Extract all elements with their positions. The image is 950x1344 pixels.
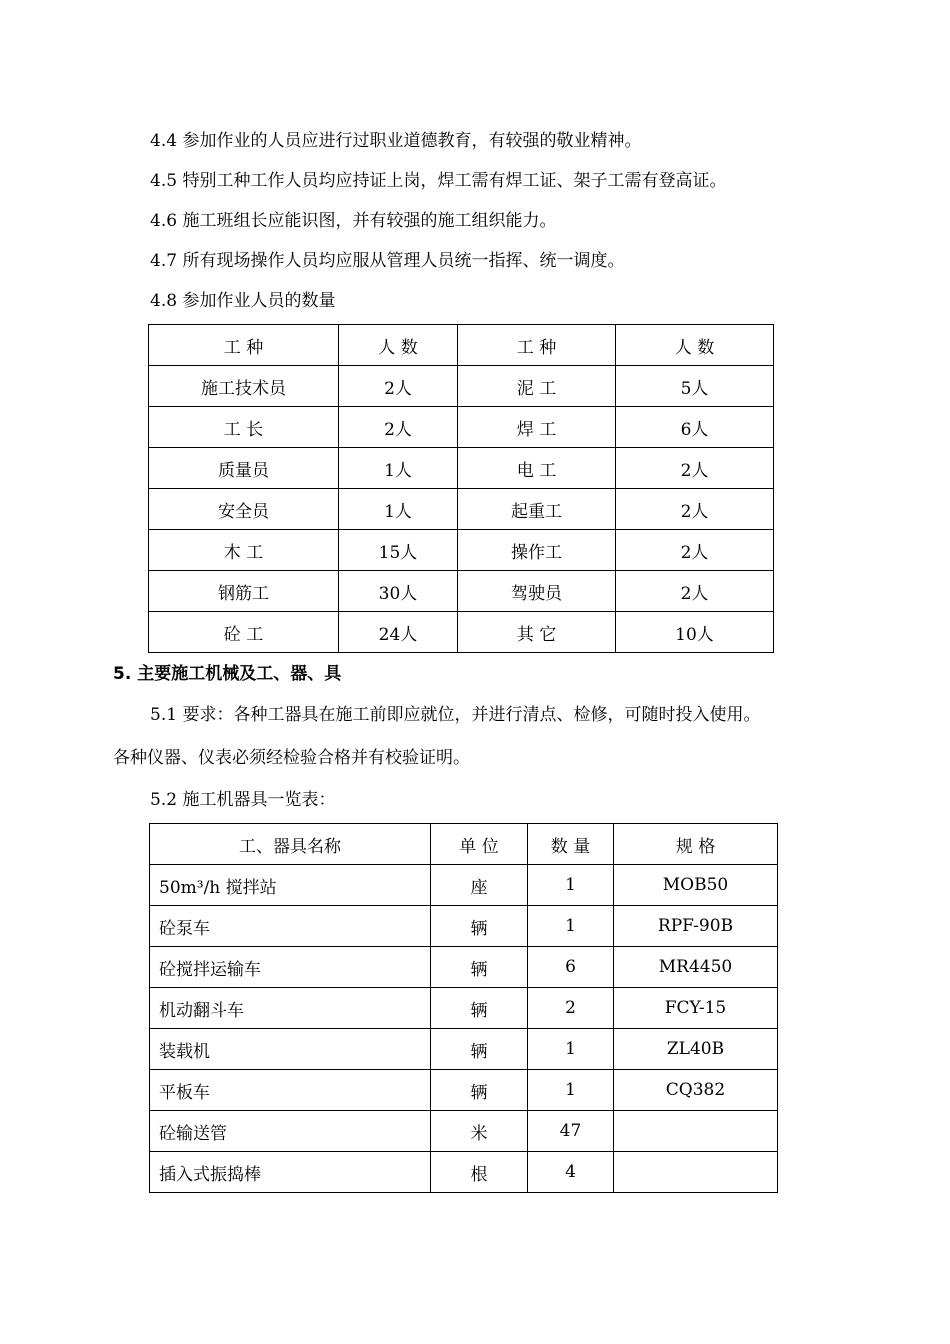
table-cell: 焊 工 (458, 407, 616, 448)
table-cell: 砼 工 (149, 612, 339, 653)
header-cell: 人 数 (339, 325, 458, 366)
paragraph-4-7: 4.7 所有现场操作人员均应服从管理人员统一指挥、统一调度。 (150, 251, 625, 271)
header-cell: 规 格 (614, 824, 778, 865)
table-row (150, 1070, 778, 1111)
table-cell: FCY-15 (614, 988, 778, 1029)
table-cell: 砼搅拌运输车 (150, 947, 431, 988)
section-5-heading: 5. 主要施工机械及工、器、具 (113, 664, 342, 684)
table-cell: 6 (528, 947, 614, 988)
table-row (149, 448, 774, 489)
table-cell: 1人 (339, 489, 458, 530)
table-cell: 插入式振捣棒 (150, 1152, 431, 1193)
table-row (149, 489, 774, 530)
header-cell: 工 种 (458, 325, 616, 366)
table-cell: 施工技术员 (149, 366, 339, 407)
table-cell: 钢筋工 (149, 571, 339, 612)
table-cell: 4 (528, 1152, 614, 1193)
table-cell: 2人 (616, 489, 774, 530)
table-header-row (149, 325, 774, 366)
table-cell: 其 它 (458, 612, 616, 653)
table-cell: 1 (528, 906, 614, 947)
table-cell: 1 (528, 1070, 614, 1111)
table-cell: 1 (528, 865, 614, 906)
table-cell: 操作工 (458, 530, 616, 571)
table-cell: 工 长 (149, 407, 339, 448)
table-cell: 质量员 (149, 448, 339, 489)
table-row (150, 906, 778, 947)
table-cell: 2 (528, 988, 614, 1029)
paragraph-4-5: 4.5 特别工种工作人员均应持证上岗，焊工需有焊工证、架子工需有登高证。 (150, 171, 727, 191)
table-cell: 根 (431, 1152, 528, 1193)
header-cell: 工、器具名称 (150, 824, 431, 865)
table-cell: 2人 (616, 571, 774, 612)
table-row (150, 865, 778, 906)
table-cell: 30人 (339, 571, 458, 612)
table-cell: 木 工 (149, 530, 339, 571)
header-cell: 工 种 (149, 325, 339, 366)
paragraph-4-6: 4.6 施工班组长应能识图，并有较强的施工组织能力。 (150, 211, 557, 231)
paragraph-5-2: 5.2 施工机器具一览表： (150, 790, 336, 810)
table-cell: 起重工 (458, 489, 616, 530)
table-row (149, 366, 774, 407)
paragraph-5-1-line2: 各种仪器、仪表必须经检验合格并有校验证明。 (113, 748, 470, 768)
table-row (149, 407, 774, 448)
table-cell: 砼泵车 (150, 906, 431, 947)
table-cell: 2人 (616, 448, 774, 489)
table-cell: 泥 工 (458, 366, 616, 407)
table-row (150, 988, 778, 1029)
table-cell: ZL40B (614, 1029, 778, 1070)
table-cell: 辆 (431, 1029, 528, 1070)
table-cell: 6人 (616, 407, 774, 448)
table-cell: 1 (528, 1029, 614, 1070)
table-row (150, 1111, 778, 1152)
table-cell: 辆 (431, 1070, 528, 1111)
header-cell: 数 量 (528, 824, 614, 865)
table-cell: 2人 (339, 407, 458, 448)
table-cell: 平板车 (150, 1070, 431, 1111)
table-cell: 辆 (431, 947, 528, 988)
paragraph-4-4: 4.4 参加作业的人员应进行过职业道德教育，有较强的敬业精神。 (150, 131, 642, 151)
table-cell: 驾驶员 (458, 571, 616, 612)
table-cell: RPF-90B (614, 906, 778, 947)
table-row (150, 1029, 778, 1070)
table-cell: 2人 (339, 366, 458, 407)
table-cell: CQ382 (614, 1070, 778, 1111)
table-cell: 2人 (616, 530, 774, 571)
table-cell: 机动翻斗车 (150, 988, 431, 1029)
table-cell: 米 (431, 1111, 528, 1152)
table-cell: MOB50 (614, 865, 778, 906)
table-cell: 15人 (339, 530, 458, 571)
staff-count-table (148, 324, 774, 653)
table-cell: 辆 (431, 988, 528, 1029)
header-cell: 单 位 (431, 824, 528, 865)
table-cell: 座 (431, 865, 528, 906)
table-cell (614, 1152, 778, 1193)
table-cell (614, 1111, 778, 1152)
paragraph-4-8: 4.8 参加作业人员的数量 (150, 291, 336, 311)
table-row (149, 571, 774, 612)
table-cell: 1人 (339, 448, 458, 489)
paragraph-5-1-line1: 5.1 要求：各种工器具在施工前即应就位，并进行清点、检修，可随时投入使用。 (150, 705, 761, 725)
header-cell: 人 数 (616, 325, 774, 366)
table-cell: 10人 (616, 612, 774, 653)
table-header-row (150, 824, 778, 865)
table-cell: 电 工 (458, 448, 616, 489)
table-row (150, 1152, 778, 1193)
table-cell: 24人 (339, 612, 458, 653)
table-row (149, 530, 774, 571)
table-row (150, 947, 778, 988)
table-cell: MR4450 (614, 947, 778, 988)
table-cell: 装载机 (150, 1029, 431, 1070)
table-cell: 50m³/h 搅拌站 (150, 865, 431, 906)
table-cell: 47 (528, 1111, 614, 1152)
table-cell: 安全员 (149, 489, 339, 530)
table-row (149, 612, 774, 653)
table-cell: 砼输送管 (150, 1111, 431, 1152)
table-cell: 辆 (431, 906, 528, 947)
tools-list-table (149, 823, 778, 1193)
table-cell: 5人 (616, 366, 774, 407)
